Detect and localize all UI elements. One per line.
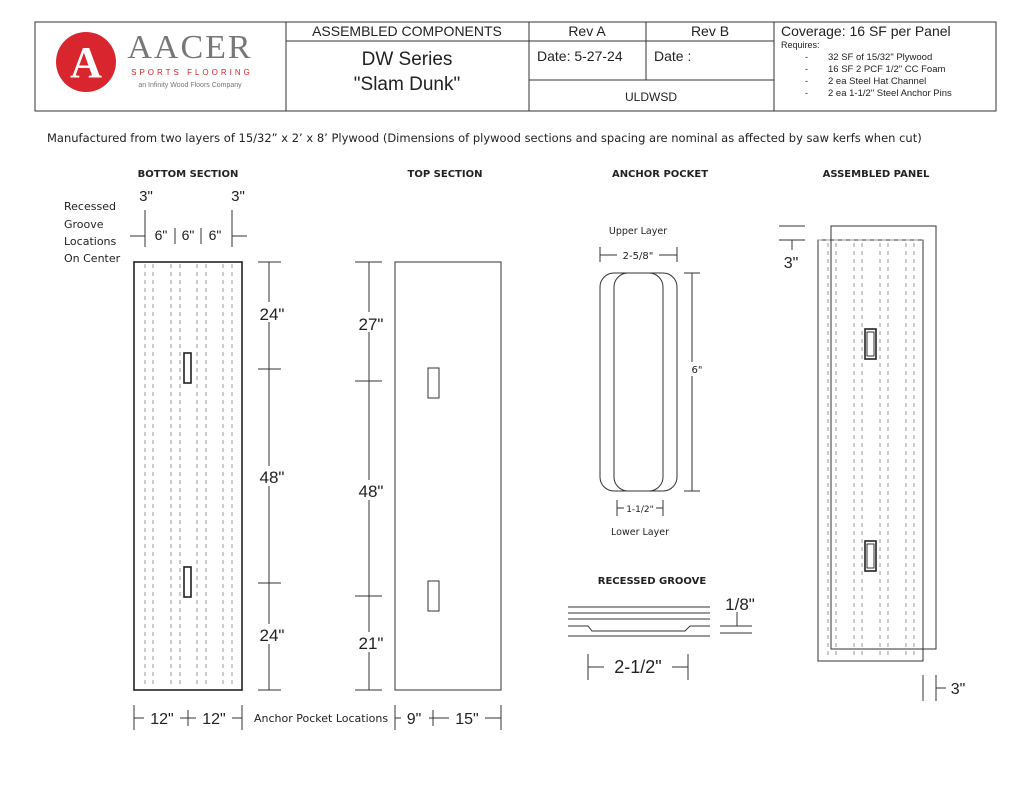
dim-vertical: 24" (259, 626, 285, 645)
coverage: Coverage: 16 SF per Panel (781, 23, 951, 39)
date-b: Date : (654, 48, 692, 64)
rev-b: Rev B (690, 23, 730, 39)
dim-groove-spacing: 6" (181, 227, 195, 243)
bottom-vertical-dimension (252, 262, 292, 690)
model-name: "Slam Dunk" (353, 74, 461, 95)
dim-groove-width: 2-1/2" (614, 657, 662, 677)
top-panel (395, 262, 501, 690)
top-layer-outline (831, 226, 936, 649)
dim-vertical: 27" (358, 315, 384, 334)
dim-pocket-inner-width: 1-1/2" (626, 505, 654, 515)
manufacturing-note: Manufactured from two layers of 15/32” x 2’ x 8’ Plywood (Dimensions of plywood sections and spacing are nominal as affected by saw kerfs when cut) (47, 131, 922, 145)
rev-a: Rev A (568, 23, 606, 39)
dim-bottom: 12" (202, 711, 226, 728)
upper-layer-outline (614, 273, 677, 491)
requires-list (805, 52, 952, 99)
header-text: ASSEMBLED COMPONENTS (312, 23, 502, 39)
anchor-slot (428, 368, 439, 398)
lower-layer-outline (600, 273, 663, 491)
dim-edge-left: 3" (139, 188, 153, 205)
requires-item: 2 ea 1-1/2" Steel Anchor Pins (828, 88, 952, 99)
bottom-section (64, 188, 292, 730)
dim-vertical: 48" (259, 468, 285, 487)
groove-width-dimension (588, 654, 688, 680)
dim-groove-spacing: 6" (154, 227, 168, 243)
assembled-groove-lines (828, 243, 914, 658)
title-block (35, 22, 996, 111)
recessed-groove-title: RECESSED GROOVE (597, 576, 707, 587)
top-vertical-dimension (350, 262, 390, 690)
dim-edge-right: 3" (231, 188, 245, 205)
top-horizontal-dimension (395, 705, 501, 730)
top-section-title: TOP SECTION (407, 169, 483, 180)
anchor-slot (428, 581, 439, 611)
requires-label: Requires: (781, 40, 820, 50)
date-a: Date: 5-27-24 (537, 48, 623, 64)
groove-label (64, 200, 121, 265)
groove-label-line: Groove (64, 218, 104, 231)
dim-pocket-height: 6" (691, 365, 703, 376)
bottom-layer-outline (818, 240, 923, 661)
top-section (350, 262, 501, 730)
requires-bullet: - (805, 52, 808, 62)
dim-vertical: 48" (358, 482, 384, 501)
dim-vertical: 24" (259, 305, 285, 324)
width-dimension (600, 247, 677, 263)
requires-bullet: - (805, 64, 808, 74)
bottom-offset-dimension (923, 675, 965, 701)
dim-pocket-width: 2-5/8" (622, 251, 654, 262)
product-code: ULDWSD (624, 90, 678, 104)
assembled-panel-detail (779, 226, 965, 701)
top-offset-dimension (779, 226, 805, 272)
dim-bottom: 9" (406, 711, 422, 728)
groove-lines (145, 264, 232, 688)
bottom-horizontal-dimension (134, 705, 242, 730)
assembled-panel-title: ASSEMBLED PANEL (822, 169, 930, 180)
anchor-slot-inner (867, 332, 874, 356)
dim-bottom: 15" (455, 711, 479, 728)
requires-item: 16 SF 2 PCF 1/2" CC Foam (828, 64, 946, 75)
requires-item: 32 SF of 15/32" Plywood (828, 52, 933, 63)
anchor-slot (184, 353, 191, 383)
bottom-panel (134, 262, 242, 690)
recessed-groove-detail (568, 576, 755, 680)
logo-sub: SPORTS FLOORING (131, 68, 253, 77)
dim-offset-top: 3" (783, 255, 799, 272)
logo-brand: AACER (127, 29, 253, 66)
anchor-slot-inner (867, 544, 874, 568)
logo-letter: A (70, 38, 102, 87)
groove-label-line: On Center (64, 252, 121, 265)
dim-offset-bottom: 3" (950, 681, 966, 698)
bottom-section-title: BOTTOM SECTION (137, 169, 239, 180)
anchor-pocket-title: ANCHOR POCKET (611, 169, 709, 180)
requires-bullet: - (805, 88, 808, 98)
groove-label-line: Locations (64, 235, 117, 248)
series-name: DW Series (361, 49, 453, 70)
requires-bullet: - (805, 76, 808, 86)
dim-bottom: 12" (150, 711, 174, 728)
dim-vertical: 21" (358, 634, 384, 653)
requires-item: 2 ea Steel Hat Channel (828, 76, 927, 87)
logo-tagline: an Infinity Wood Floors Company (138, 82, 242, 89)
anchor-slot (184, 567, 191, 597)
dim-groove-spacing: 6" (208, 227, 222, 243)
groove-spacing-dimension (130, 188, 247, 247)
dim-groove-depth: 1/8" (725, 595, 755, 614)
groove-depth-dimension (720, 595, 755, 633)
company-logo (56, 29, 253, 92)
upper-layer-label: Upper Layer (608, 226, 668, 237)
anchor-pocket-locations-label: Anchor Pocket Locations (254, 712, 389, 725)
groove-label-line: Recessed (64, 200, 116, 213)
inner-width-dimension (617, 500, 663, 516)
lower-layer-label: Lower Layer (611, 527, 669, 538)
anchor-pocket-detail (600, 226, 702, 538)
height-dimension (684, 273, 702, 491)
